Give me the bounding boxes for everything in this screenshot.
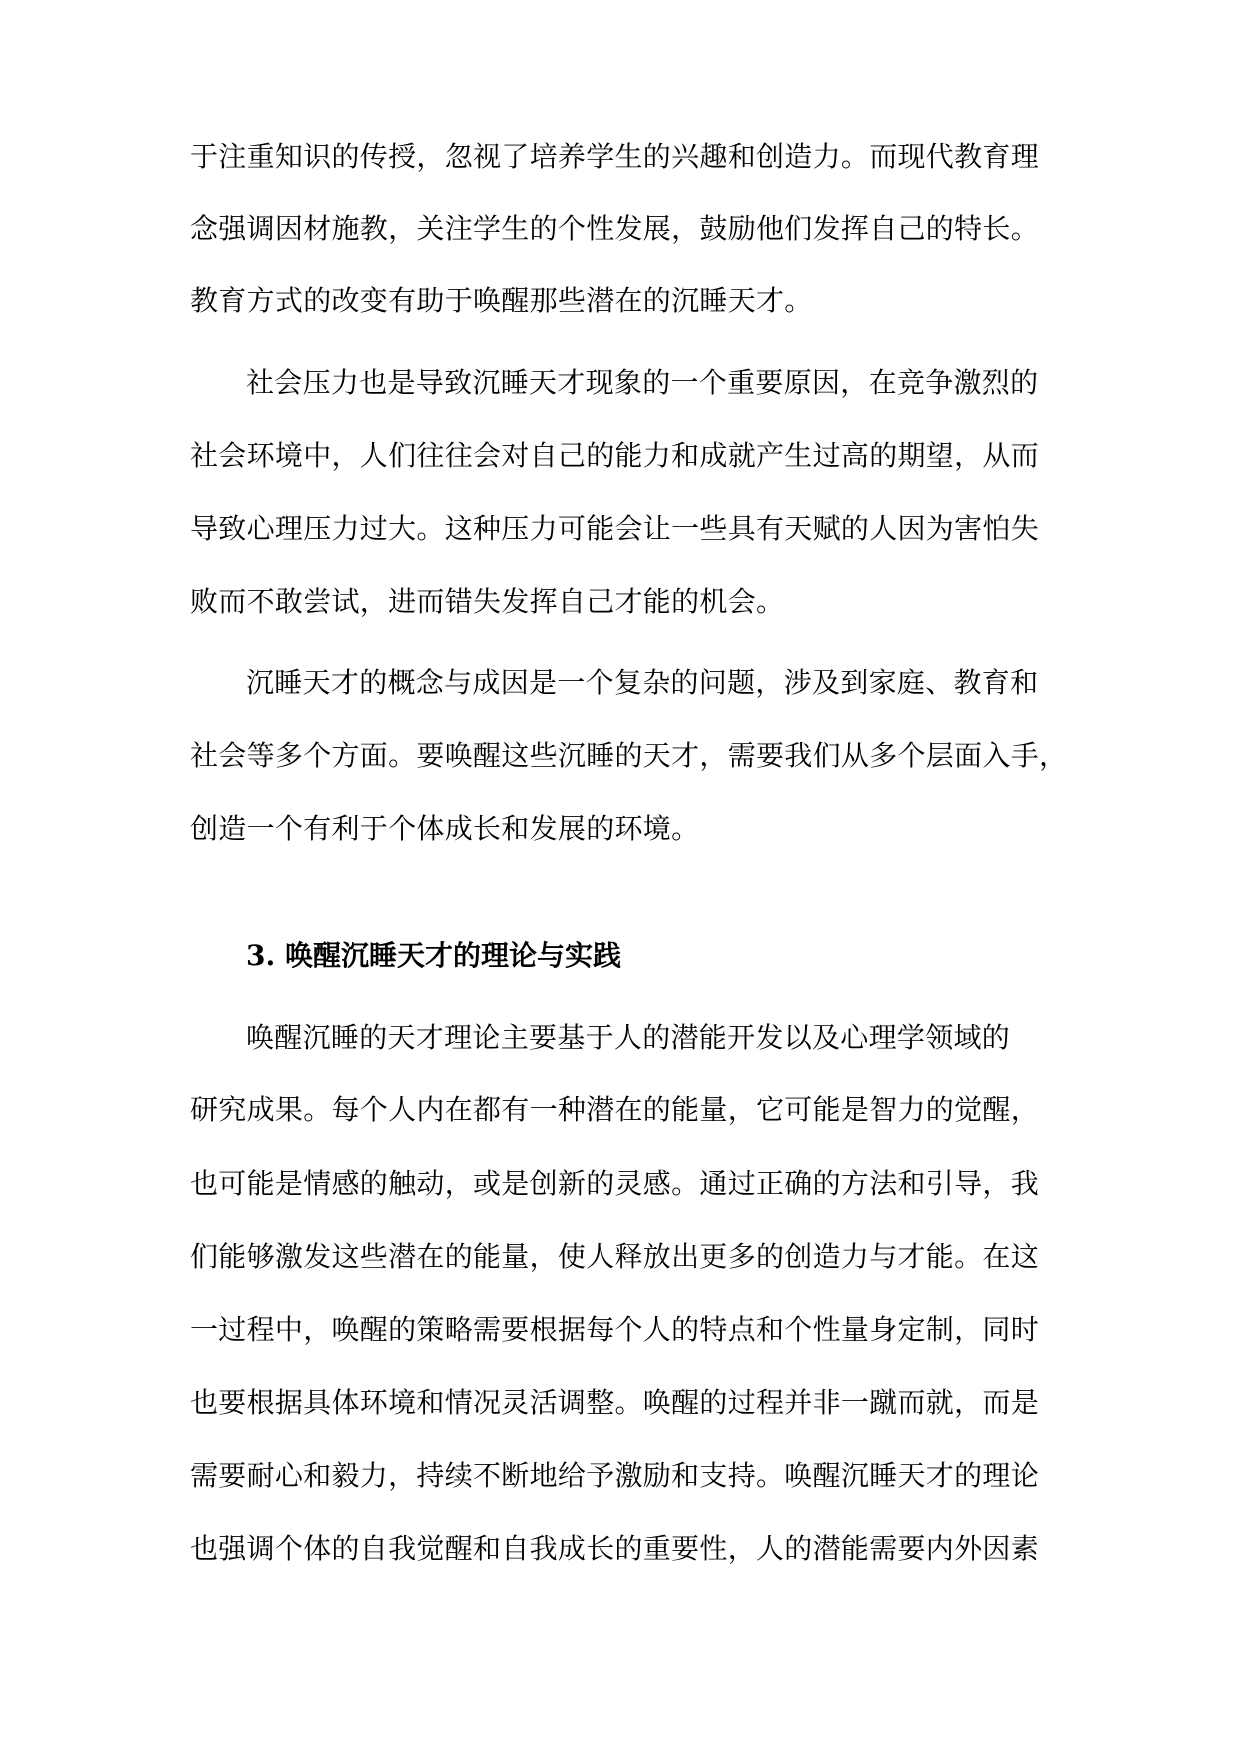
paragraph-2-line-1: 社会压力也是导致沉睡天才现象的一个重要原因，在竞争激烈的 xyxy=(246,366,1039,399)
paragraph-3-line-3: 创造一个有利于个体成长和发展的环境。 xyxy=(190,812,700,845)
paragraph-1-line-1: 于注重知识的传授，忽视了培养学生的兴趣和创造力。而现代教育理 xyxy=(190,140,1040,173)
paragraph-2-line-3: 导致心理压力过大。这种压力可能会让一些具有天赋的人因为害怕失 xyxy=(190,512,1040,545)
paragraph-2-line-2: 社会环境中，人们往往会对自己的能力和成就产生过高的期望，从而 xyxy=(190,439,1040,472)
paragraph-4-line-1: 唤醒沉睡的天才理论主要基于人的潜能开发以及心理学领域的 xyxy=(246,1021,1011,1054)
paragraph-4-line-4: 们能够激发这些潜在的能量，使人释放出更多的创造力与才能。在这 xyxy=(190,1240,1040,1273)
paragraph-3-line-1: 沉睡天才的概念与成因是一个复杂的问题，涉及到家庭、教育和 xyxy=(246,666,1039,699)
paragraph-1-line-2: 念强调因材施教，关注学生的个性发展，鼓励他们发挥自己的特长。 xyxy=(190,212,1040,245)
paragraph-2-line-4: 败而不敢尝试，进而错失发挥自己才能的机会。 xyxy=(190,585,785,618)
paragraph-4-line-7: 需要耐心和毅力，持续不断地给予激励和支持。唤醒沉睡天才的理论 xyxy=(190,1459,1040,1492)
paragraph-4-line-5: 一过程中，唤醒的策略需要根据每个人的特点和个性量身定制，同时 xyxy=(190,1313,1040,1346)
paragraph-4-line-6: 也要根据具体环境和情况灵活调整。唤醒的过程并非一蹴而就，而是 xyxy=(190,1386,1040,1419)
paragraph-4-line-2: 研究成果。每个人内在都有一种潜在的能量，它可能是智力的觉醒， xyxy=(190,1093,1040,1126)
paragraph-3-line-2: 社会等多个方面。要唤醒这些沉睡的天才，需要我们从多个层面入手， xyxy=(190,739,1068,772)
paragraph-4-line-8: 也强调个体的自我觉醒和自我成长的重要性，人的潜能需要内外因素 xyxy=(190,1532,1040,1565)
paragraph-4-line-3: 也可能是情感的触动，或是创新的灵感。通过正确的方法和引导，我 xyxy=(190,1167,1040,1200)
paragraph-1-line-3: 教育方式的改变有助于唤醒那些潜在的沉睡天才。 xyxy=(190,284,813,317)
section-heading: 3. 唤醒沉睡天才的理论与实践 xyxy=(246,939,621,972)
